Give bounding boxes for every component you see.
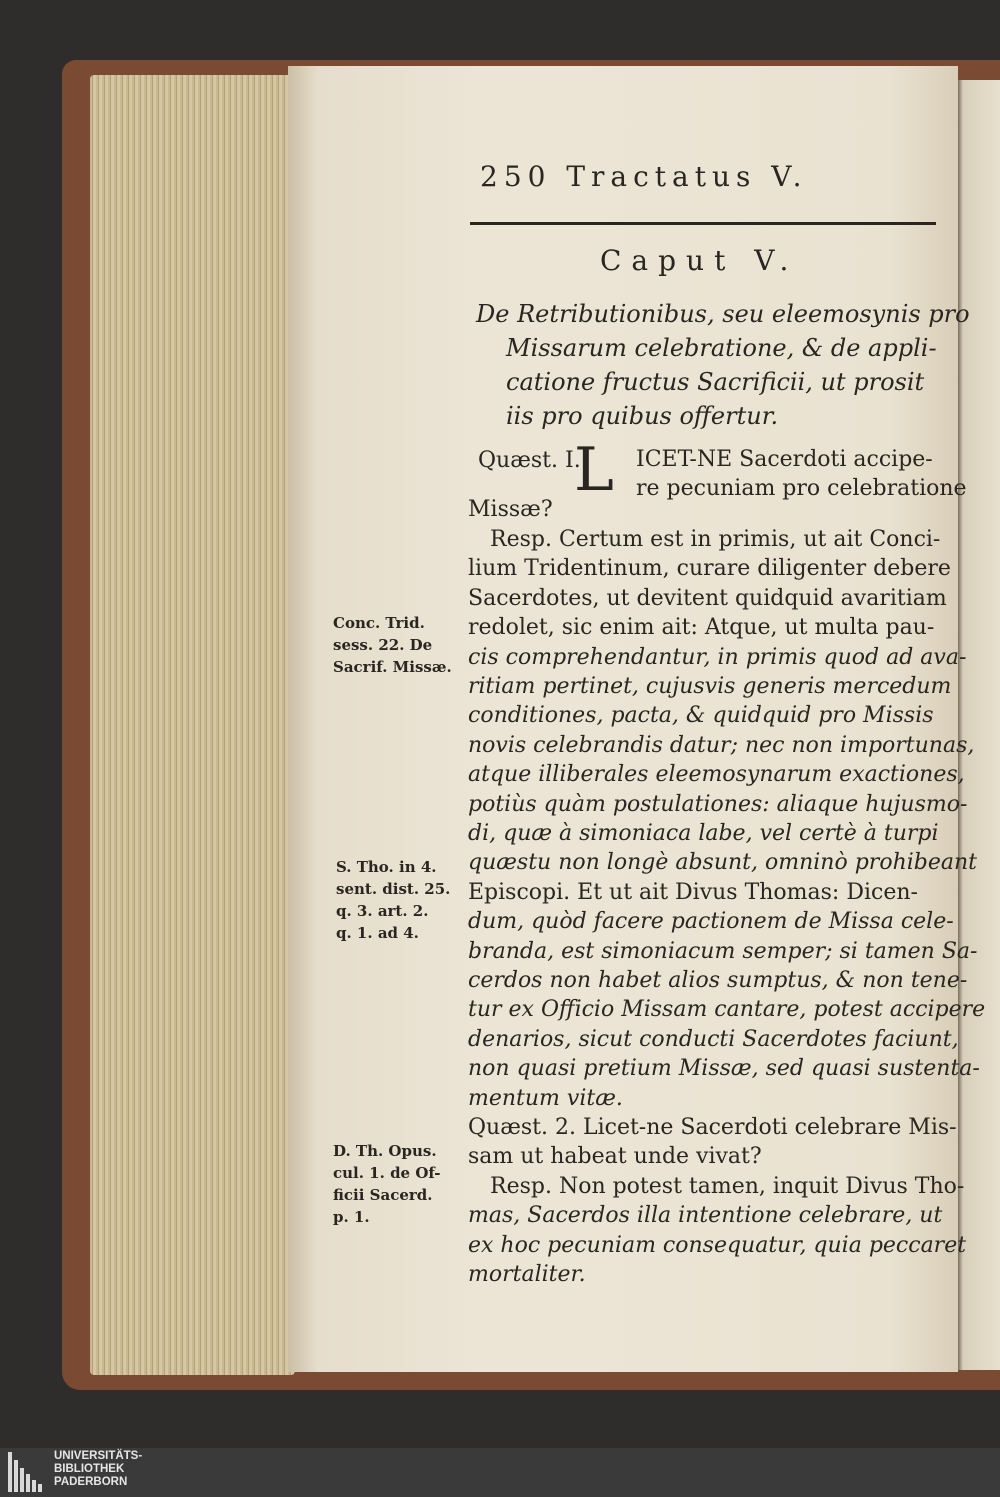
body-line: quæstu non longè absunt, omninò prohibeant [468, 850, 977, 876]
body-line: Quæst. 2. Licet-ne Sacerdoti celebrare Mis- [468, 1115, 957, 1140]
body-line: lium Tridentinum, curare diligenter debere [468, 556, 951, 582]
margin-note-line: q. 1. ad 4. [336, 924, 419, 942]
logo-line: UNIVERSITÄTS- [54, 1450, 143, 1462]
question-label: Quæst. I. [478, 448, 581, 473]
chapter-title: Caput V. [600, 244, 799, 277]
body-line: denarios, sicut conducti Sacerdotes faciunt, [468, 1026, 959, 1052]
head-rule [470, 222, 936, 225]
body-line: mentum vitæ. [468, 1085, 623, 1111]
body-line: ex hoc pecuniam consequatur, quia peccaret [468, 1232, 967, 1258]
body-line: Missæ? [468, 497, 553, 522]
drop-capital: L [574, 435, 614, 505]
body-line: ICET-NE Sacerdoti accipe- [636, 447, 933, 472]
body-line: Episcopi. Et ut ait Divus Thomas: Dicen- [468, 879, 918, 905]
margin-note-line: sent. dist. 25. [336, 880, 451, 898]
body-line: redolet, sic enim ait: Atque, ut multa pau- [468, 615, 935, 641]
body-line: atque illiberales eleemosynarum exactiones, [468, 762, 965, 788]
logo-line: PADERBORN [54, 1476, 128, 1488]
margin-note-line: S. Tho. in 4. [336, 858, 437, 876]
margin-note-line: Conc. Trid. [333, 614, 425, 632]
body-line: Resp. Non potest tamen, inquit Divus Tho- [490, 1173, 965, 1199]
footer-bar [0, 1448, 1000, 1497]
running-head: 250 Tractatus V. [480, 160, 808, 193]
body-line: ritiam pertinet, cujusvis generis mercedum [468, 674, 952, 699]
summary-line: iis pro quibus offertur. [506, 402, 779, 430]
body-line: novis celebrandis datur; nec non importunas, [468, 732, 975, 758]
body-line: di, quæ à simoniaca labe, vel certè à turpi [468, 821, 939, 846]
body-line: Resp. Certum est in primis, ut ait Conci- [490, 527, 941, 552]
margin-note-line: sess. 22. De [333, 636, 433, 654]
margin-note-line: p. 1. [333, 1208, 370, 1226]
body-line: sam ut habeat unde vivat? [468, 1144, 762, 1170]
library-logo-icon [8, 1452, 50, 1492]
logo-line: BIBLIOTHEK [54, 1463, 125, 1475]
page-edges [90, 75, 295, 1375]
body-line: cis comprehendantur, in primis quod ad ava- [468, 644, 967, 670]
body-line: branda, est simoniacum semper; si tamen Sa- [468, 938, 978, 964]
body-line: potiùs quàm postulationes: aliaque hujusmo- [468, 791, 968, 817]
body-line: mortaliter. [468, 1262, 586, 1287]
summary-line: De Retributionibus, seu eleemosynis pro [476, 300, 970, 328]
margin-note-line: cul. 1. de Of- [333, 1164, 441, 1182]
margin-note-line: ficii Sacerd. [333, 1186, 433, 1204]
summary-line: catione fructus Sacrificii, ut prosit [506, 368, 925, 396]
summary-line: Missarum celebratione, & de appli- [506, 334, 937, 362]
margin-note-line: D. Th. Opus. [333, 1142, 437, 1160]
library-logo-text [54, 1450, 142, 1489]
margin-note-line: q. 3. art. 2. [336, 902, 429, 920]
body-line: dum, quòd facere pactionem de Missa cele- [468, 909, 954, 935]
body-line: conditiones, pacta, & quidquid pro Missis [468, 703, 934, 729]
body-line: cerdos non habet alios sumptus, & non tene- [468, 968, 968, 993]
margin-note-line: Sacrif. Missæ. [333, 658, 452, 676]
body-line: Sacerdotes, ut devitent quidquid avaritiam [468, 585, 947, 611]
body-line: mas, Sacerdos illa intentione celebrare, ut [468, 1203, 943, 1229]
body-line: re pecuniam pro celebratione [636, 476, 967, 501]
body-line: non quasi pretium Missæ, sed quasi sustenta- [468, 1056, 980, 1082]
body-line: tur ex Officio Missam cantare, potest accipere [468, 997, 986, 1023]
